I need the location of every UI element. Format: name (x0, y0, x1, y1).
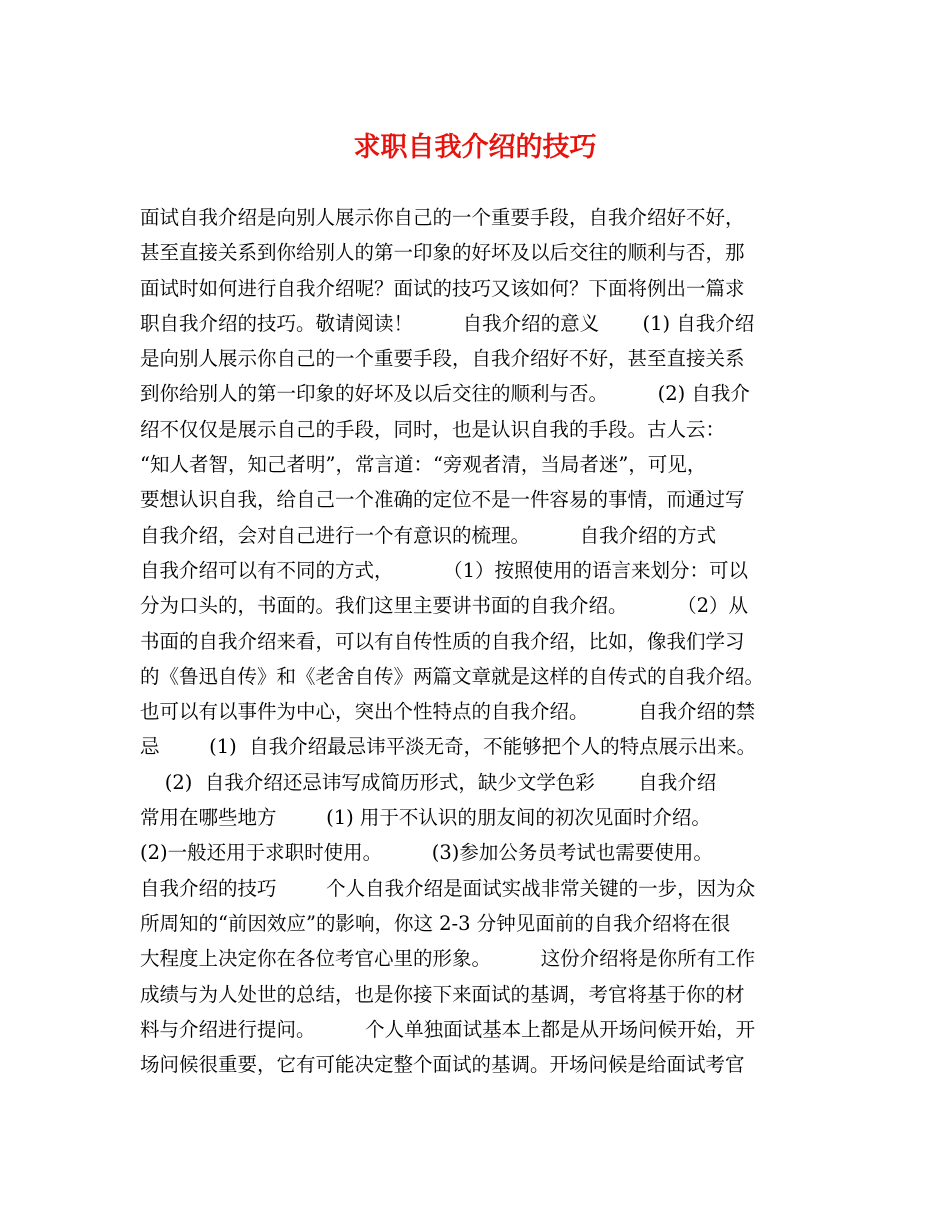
paragraph-line: 到你给别人的第一印象的好坏及以后交往的顺利与否。 (2) 自我介 (140, 382, 750, 406)
paragraph-line: 甚至直接关系到你给别人的第一印象的好坏及以后交往的顺利与否，那 (140, 241, 745, 265)
paragraph-line: “知人者智，知己者明”，常言道：“旁观者清，当局者迷”，可见， (140, 453, 707, 477)
paragraph-line: 面试自我介绍是向别人展示你自己的一个重要手段，自我介绍好不好， (140, 206, 745, 229)
paragraph-line: 常用在哪些地方 (1) 用于不认识的朋友间的初次见面时介绍。 (140, 806, 711, 830)
paragraph-line: 绍不仅仅是展示自己的手段，同时，也是认识自我的手段。古人云： (140, 417, 726, 441)
paragraph-line: 职自我介绍的技巧。敬请阅读！ 自我介绍的意义 (1) 自我介绍 (140, 311, 755, 335)
paragraph-line: 书面的自我介绍来看，可以有自传性质的自我介绍，比如，像我们学习 (140, 629, 745, 653)
paragraph-line: 所周知的“前因效应”的影响，你这 2-3 分钟见面前的自我介绍将在很 (140, 911, 731, 935)
paragraph-line: 大程度上决定你在各位考官心里的形象。 这份介绍将是你所有工作 (140, 947, 756, 971)
paragraph-line: 自我介绍，会对自己进行一个有意识的梳理。 自我介绍的方式 (140, 523, 717, 547)
paragraph-line: 自我介绍的技巧 个人自我介绍是面试实战非常关键的一步，因为众 (140, 876, 756, 900)
paragraph-line: (2)一般还用于求职时使用。 (3)参加公务员考试也需要使用。 (140, 841, 713, 865)
paragraph-line: 的《鲁迅自传》和《老舍自传》两篇文章就是这样的自传式的自我介绍。 (140, 664, 765, 688)
paragraph-line: 自我介绍可以有不同的方式， （1）按照使用的语言来划分：可以 (140, 558, 748, 582)
paragraph-line: 忌 (1) 自我介绍最忌讳平淡无奇，不能够把个人的特点展示出来。 (140, 735, 757, 759)
paragraph-line: 要想认识自我，给自己一个准确的定位不是一件容易的事情，而通过写 (140, 488, 745, 512)
document-title: 求职自我介绍的技巧 (353, 132, 597, 163)
paragraph-line: 面试时如何进行自我介绍呢？面试的技巧又该如何？下面将例出一篇求 (140, 276, 745, 300)
paragraph-line: (2) 自我介绍还忌讳写成简历形式，缺少文学色彩 自我介绍 (140, 770, 717, 794)
paragraph-line: 是向别人展示你自己的一个重要手段，自我介绍好不好，甚至直接关系 (140, 347, 745, 371)
paragraph-line: 成绩与为人处世的总结，也是你接下来面试的基调，考官将基于你的材 (140, 982, 745, 1006)
paragraph-line: 场问候很重要，它有可能决定整个面试的基调。开场问候是给面试考官 (140, 1053, 745, 1077)
paragraph-line: 料与介绍进行提问。 个人单独面试基本上都是从开场问候开始，开 (140, 1017, 756, 1041)
paragraph-line: 也可以有以事件为中心，突出个性特点的自我介绍。 自我介绍的禁 (140, 700, 756, 724)
document-body (140, 200, 830, 1082)
paragraph-line: 分为口头的，书面的。我们这里主要讲书面的自我介绍。 （2）从 (140, 594, 748, 618)
